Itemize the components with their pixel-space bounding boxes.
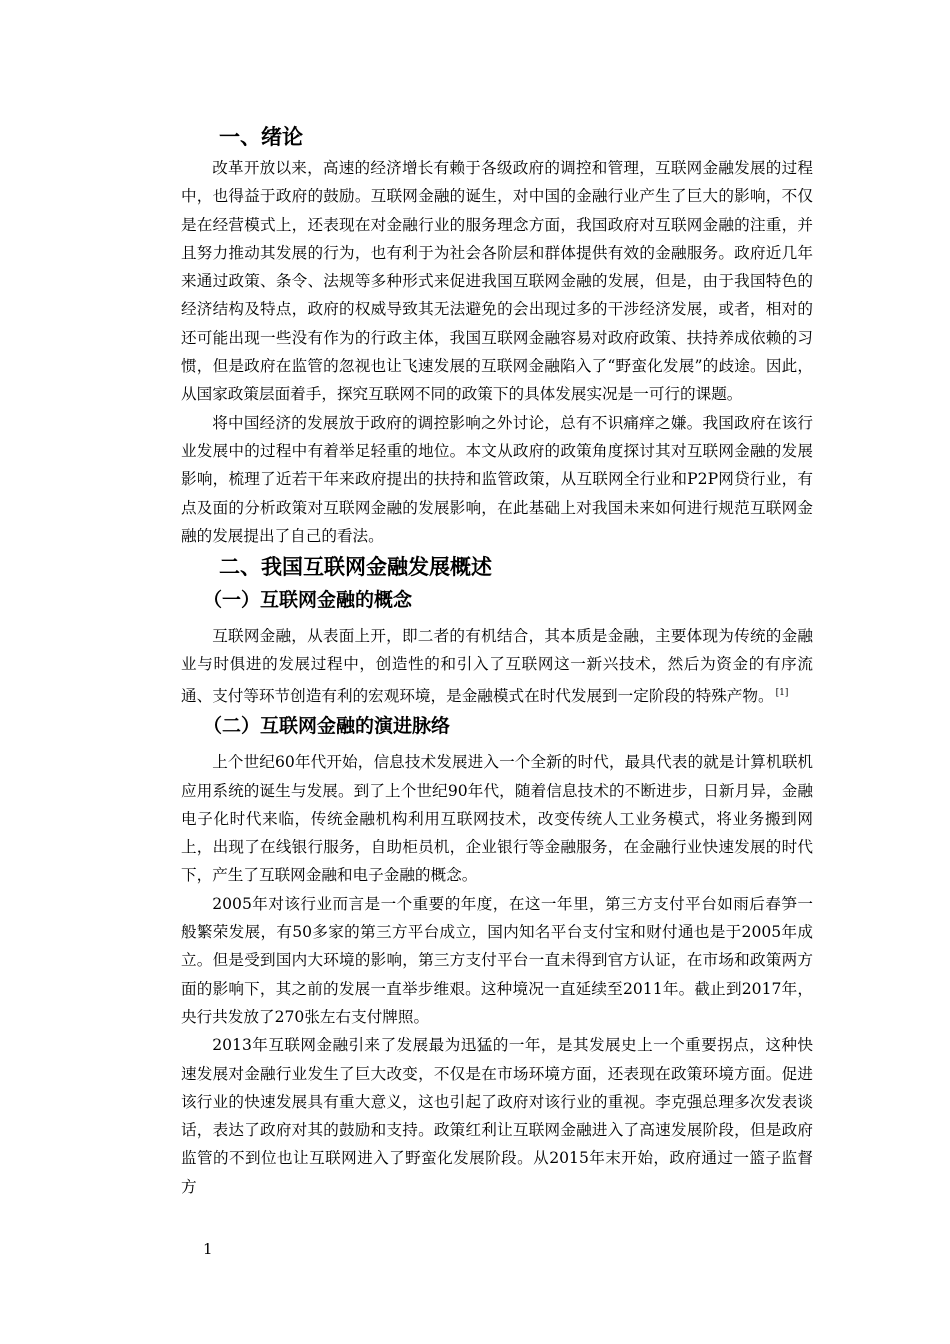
subsection-heading-evolution: （二）互联网金融的演进脉络 [203,715,451,738]
paragraph-intro-2: 将中国经济的发展放于政府的调控影响之外讨论，总有不识痛痒之嫌。我国政府在该行业发展中的过程中有着举足轻重的地位。本文从政府的政策角度探讨其对互联网金融的发展影响，梳理了近若干年来政府提出的扶持和监管政策，从互联网全行业和P2P网贷行业，有点及面的分析政策对互联网金融的发展影响，在此基础上对我国未来如何进行规范互联网金融的发展提出了自己的看法。 [181,413,813,545]
paragraph-evolution-1: 上个世纪60年代开始，信息技术发展进入一个全新的时代，最具代表的就是计算机联机应用系统的诞生与发展。到了上个世纪90年代，随着信息技术的不断进步，日新月异，金融电子化时代来临，传统金融机构利用互联网技术，改变传统人工业务模式，将业务搬到网上，出现了在线银行服务，自助柜员机，企业银行等金融服务，在金融行业快速发展的时代下，产生了互联网金融和电子金融的概念。 [181,753,813,885]
paragraph-concept-text: 互联网金融，从表面上开，即二者的有机结合，其本质是金融，主要体现为传统的金融业与时俱进的发展过程中，创造性的和引入了互联网这一新兴技术，然后为资金的有序流通、支付等环节创造有利的宏观环境，是金融模式在时代发展到一定阶段的特殊产物。 [181,627,813,705]
citation-reference: [1] [775,687,789,698]
paragraph-evolution-3: 2013年互联网金融引来了发展最为迅猛的一年，是其发展史上一个重要拐点，这种快速发展对金融行业发生了巨大改变，不仅是在市场环境方面，还表现在政策环境方面。促进该行业的快速发展具有重大意义，这也引起了政府对该行业的重视。李克强总理多次发表谈话，表达了政府对其的鼓励和支持。政策红利让互联网金融进入了高速发展阶段，但是政府监管的不到位也让互联网进入了野蛮化发展阶段。从2015年末开始，政府通过一篮子监督方 [181,1036,813,1196]
paragraph-intro-1: 改革开放以来，高速的经济增长有赖于各级政府的调控和管理，互联网金融发展的过程中，也得益于政府的鼓励。互联网金融的诞生，对中国的金融行业产生了巨大的影响，不仅是在经营模式上，还表现在对金融行业的服务理念方面，我国政府对互联网金融的注重，并且努力推动其发展的行为，也有利于为社会各阶层和群体提供有效的金融服务。政府近几年来通过政策、条令、法规等多种形式来促进我国互联网金融的发展，但是，由于我国特色的经济结构及特点，政府的权威导致其无法避免的会出现过多的干涉经济发展，或者，相对的还可能出现一些没有作为的行政主体，我国互联网金融容易对政府政策、扶持养成依赖的习惯，但是政府在监管的忽视也让飞速发展的互联网金融陷入了“野蛮化发展”的歧途。因此，从国家政策层面着手，探究互联网不同的政策下的具体发展实况是一可行的课题。 [181,159,813,404]
document-body [181,120,813,1201]
page-number: 1 [203,1240,213,1258]
section-heading-introduction: 一、绪论 [219,125,303,149]
subsection-heading-concept: （一）互联网金融的概念 [203,589,413,612]
paragraph-evolution-2: 2005年对该行业而言是一个重要的年度，在这一年里，第三方支付平台如雨后春笋一般繁荣发展，有50多家的第三方平台成立，国内知名平台支付宝和财付通也是于2005年成立。但是受到国内大环境的影响，第三方支付平台一直未得到官方认证，在市场和政策两方面的影响下，其之前的发展一直举步维艰。这种境况一直延续至2011年。截止到2017年，央行共发放了270张左右支付牌照。 [181,894,813,1026]
section-heading-overview: 二、我国互联网金融发展概述 [219,555,492,580]
paragraph-concept-1 [181,622,813,710]
